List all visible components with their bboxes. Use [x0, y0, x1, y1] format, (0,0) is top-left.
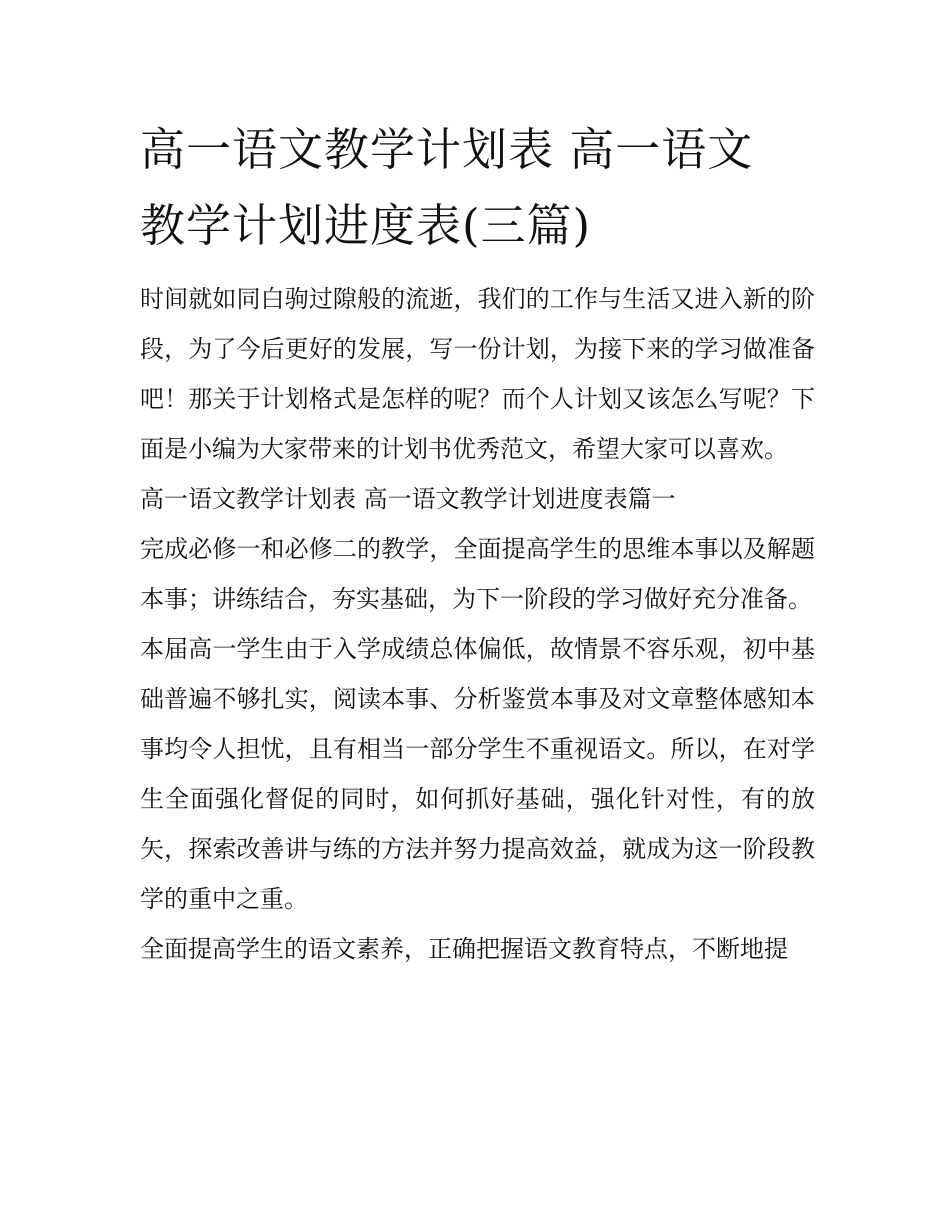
body-paragraph: 完成必修一和必修二的教学，全面提高学生的思维本事以及解题本事；讲练结合，夯实基础，为下一阶段的学习做好充分准备。 [140, 535, 815, 613]
document-body [140, 112, 815, 974]
document-title [140, 112, 815, 264]
body-paragraph: 全面提高学生的语文素养，正确把握语文教育特点，不断地提 [140, 935, 788, 963]
document-title-line-1: 高一语文教学计划表 高一语文 [140, 123, 754, 176]
intro-paragraph: 时间就如同白驹过隙般的流逝，我们的工作与生活又进入新的阶段，为了今后更好的发展，写一份计划，为接下来的学习做准备吧！那关于计划格式是怎样的呢？而个人计划又该怎么写呢？下面是小编为大家带来的计划书优秀范文，希望大家可以喜欢。 [140, 285, 815, 463]
document-title-line-2: 教学计划进度表(三篇) [140, 199, 592, 252]
body-paragraph: 本届高一学生由于入学成绩总体偏低，故情景不容乐观，初中基础普遍不够扎实，阅读本事、分析鉴赏本事及对文章整体感知本事均令人担忧，且有相当一部分学生不重视语文。所以，在对学生全面强化督促的同时，如何抓好基础，强化针对性，有的放矢，探索改善讲与练的方法并努力提高效益，就成为这一阶段教学的重中之重。 [140, 635, 815, 913]
section-heading: 高一语文教学计划表 高一语文教学计划进度表篇一 [140, 485, 676, 513]
